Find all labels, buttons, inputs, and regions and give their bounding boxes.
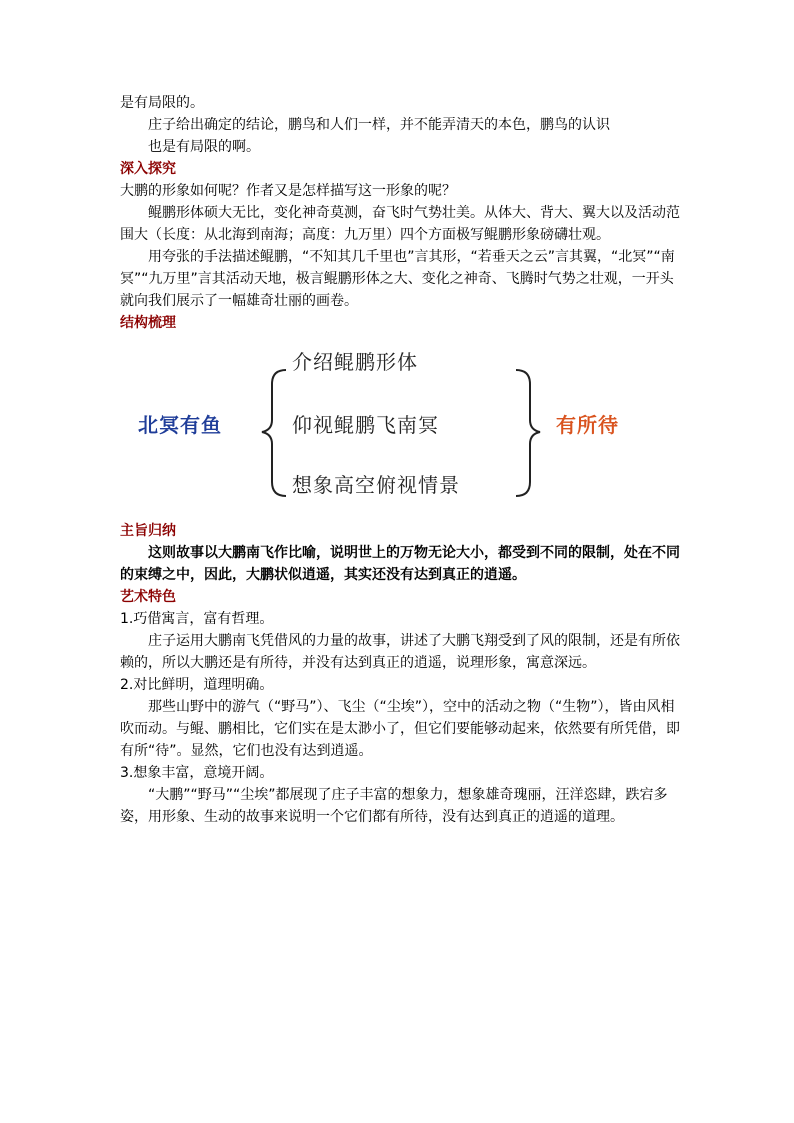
deep-explore-question: 大鹏的形象如何呢？作者又是怎样描写这一形象的呢？ bbox=[120, 183, 456, 199]
document-page bbox=[120, 92, 680, 828]
structure-heading: 结构梳理 bbox=[120, 315, 176, 331]
structure-item-1: 介绍鲲鹏形体 bbox=[292, 350, 418, 374]
structure-item-3: 想象高空俯视情景 bbox=[292, 473, 460, 497]
art-item-1-title: 1.巧借寓言，富有哲理。 bbox=[120, 611, 274, 627]
right-brace bbox=[516, 370, 540, 496]
art-item-1-text: 庄子运用大鹏南飞凭借风的力量的故事，讲述了大鹏飞翔受到了风的限制，还是有所依赖的，所以大鹏还是有所待，并没有达到真正的逍遥，说理形象，寓意深远。 bbox=[120, 633, 680, 671]
art-heading: 艺术特色 bbox=[120, 589, 176, 605]
art-item-2-text: 那些山野中的游气（“野马”）、飞尘（“尘埃”），空中的活动之物（“生物”），皆由风相吹而动。与鲲、鹏相比，它们实在是太渺小了，但它们要能够动起来，依然要有所凭借，即有所“待”。显然，它们也没有达到逍遥。 bbox=[120, 699, 680, 759]
art-item-3-title: 3.想象丰富，意境开阔。 bbox=[120, 765, 274, 781]
theme-heading: 主旨归纳 bbox=[120, 523, 176, 539]
left-brace bbox=[262, 370, 286, 496]
art-item-2-title: 2.对比鲜明，道理明确。 bbox=[120, 677, 274, 693]
intro-paragraph-a: 庄子给出确定的结论，鹏鸟和人们一样，并不能弄清天的本色，鹏鸟的认识 bbox=[148, 117, 610, 133]
structure-item-2: 仰视鲲鹏飞南冥 bbox=[292, 413, 439, 437]
intro-paragraph-b: 也是有局限的啊。 bbox=[148, 139, 260, 155]
deep-explore-paragraph-1: 鲲鹏形体硕大无比，变化神奇莫测，奋飞时气势壮美。从体大、背大、翼大以及活动范围大（长度：从北海到南海；高度：九万里）四个方面极写鲲鹏形象磅礴壮观。 bbox=[120, 205, 680, 243]
structure-left-label: 北冥有鱼 bbox=[138, 413, 222, 437]
art-item-3-text: “大鹏”“野马”“尘埃”都展现了庄子丰富的想象力，想象雄奇瑰丽，汪洋恣肆，跌宕多姿，用形象、生动的故事来说明一个它们都有所待，没有达到真正的逍遥的道理。 bbox=[120, 787, 668, 825]
deep-explore-paragraph-2: 用夸张的手法描述鲲鹏，“不知其几千里也”言其形，“若垂天之云”言其翼，“北冥”“南冥”“九万里”言其活动天地，极言鲲鹏形体之大、变化之神奇、飞腾时气势之壮观，一开头就向我们展示了一幅雄奇壮丽的画卷。 bbox=[120, 249, 675, 309]
intro-line: 是有局限的。 bbox=[120, 95, 204, 111]
deep-explore-heading: 深入探究 bbox=[120, 161, 176, 177]
structure-right-label: 有所待 bbox=[556, 413, 619, 437]
theme-text: 这则故事以大鹏南飞作比喻，说明世上的万物无论大小，都受到不同的限制，处在不同的束缚之中，因此，大鹏状似逍遥，其实还没有达到真正的逍遥。 bbox=[120, 545, 680, 583]
structure-diagram bbox=[120, 334, 680, 520]
